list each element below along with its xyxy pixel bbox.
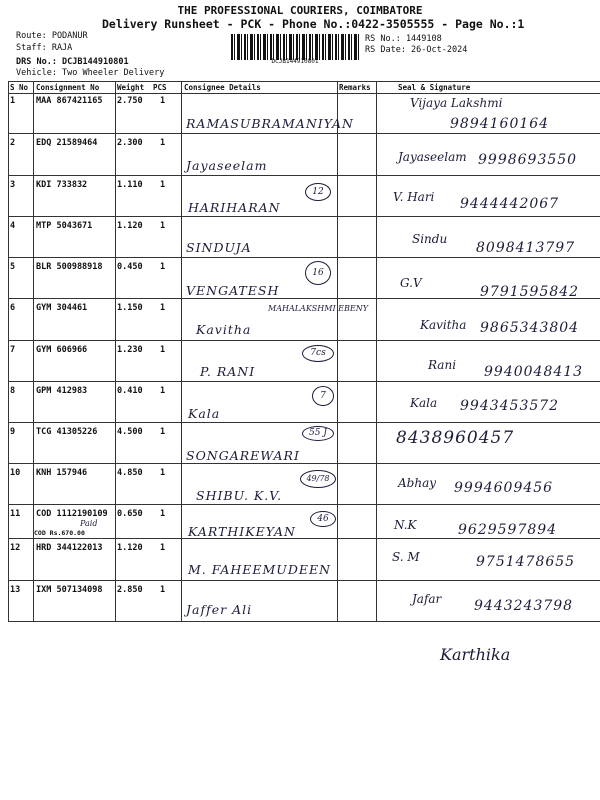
receiver-signature: Sindu <box>412 232 448 246</box>
company-name: THE PROFESSIONAL COURIERS, COIMBATORE <box>177 4 423 17</box>
consignee-name: SHIBU. K.V. <box>196 488 283 503</box>
barcode-text: DCJB144910801 <box>271 58 319 65</box>
row-weight: 4.500 <box>117 427 143 437</box>
row-pcs: 1 <box>160 303 166 313</box>
receiver-signature: Abhay <box>398 476 437 490</box>
row-consignment: GYM 606966 <box>36 345 88 355</box>
receiver-phone: 9940048413 <box>484 364 584 380</box>
row-consignment: EDQ 21589464 <box>36 138 98 148</box>
row-pcs: 1 <box>160 96 166 106</box>
row-divider <box>8 340 600 341</box>
row-sno: 10 <box>10 468 21 478</box>
receiver-phone: 9943453572 <box>460 398 560 414</box>
row-weight: 1.230 <box>117 345 143 355</box>
row-consignment: HRD 344122013 <box>36 543 103 553</box>
row-sno: 2 <box>10 138 16 148</box>
consignee-note: 46 <box>310 511 336 527</box>
consignee-name: Jaffer Ali <box>186 602 253 617</box>
row-sno: 13 <box>10 585 21 595</box>
row-divider <box>8 257 600 258</box>
cod-amount: COD Rs.670.00 <box>34 529 85 537</box>
col-header-consignee: Consignee Details <box>184 83 261 92</box>
row-divider <box>8 538 600 539</box>
row-pcs: 1 <box>160 138 166 148</box>
row-weight: 1.120 <box>117 543 143 553</box>
route-label: Route: PODANUR <box>16 31 88 41</box>
row-sno: 9 <box>10 427 16 437</box>
consignee-name: Jayaseelam <box>186 158 268 173</box>
col-header-remarks: Remarks <box>339 83 371 92</box>
column-divider <box>337 81 338 621</box>
row-pcs: 1 <box>160 180 166 190</box>
col-header-weight: Weight <box>117 83 145 92</box>
col-header-sno: S No <box>10 83 29 92</box>
receiver-phone: 9629597894 <box>458 522 558 538</box>
row-divider <box>8 216 600 217</box>
consignee-note: 7 <box>312 386 334 406</box>
row-pcs: 1 <box>160 262 166 272</box>
row-sno: 1 <box>10 96 16 106</box>
receiver-phone: 9791595842 <box>480 284 580 300</box>
row-sno: 6 <box>10 303 16 313</box>
row-consignment: MTP 5043671 <box>36 221 93 231</box>
row-sno: 12 <box>10 543 21 553</box>
row-divider <box>8 463 600 464</box>
receiver-phone: 9751478655 <box>476 554 576 570</box>
row-weight: 2.750 <box>117 96 143 106</box>
receiver-signature: S. M <box>392 550 420 564</box>
col-header-consignment: Consignment No <box>36 83 100 92</box>
receiver-signature: Kavitha <box>420 318 467 332</box>
rs-date: RS Date: 26-Oct-2024 <box>365 45 468 55</box>
rs-number: RS No.: 1449108 <box>365 34 442 44</box>
receiver-phone: 9443243798 <box>474 598 574 614</box>
column-divider <box>33 81 34 621</box>
receiver-phone: 9444442067 <box>460 196 560 212</box>
receiver-signature: Vijaya Lakshmi <box>410 96 503 110</box>
consignee-note: 16 <box>305 261 331 285</box>
row-pcs: 1 <box>160 221 166 231</box>
receiver-signature: G.V <box>400 276 422 290</box>
paid-note: Paid <box>80 519 98 528</box>
consignee-name: M. FAHEEMUDEEN <box>188 562 332 577</box>
row-weight: 0.450 <box>117 262 143 272</box>
runsheet-title: Delivery Runsheet - PCK - Phone No.:0422-3505555 - Page No.:1 <box>102 17 525 31</box>
row-weight: 0.650 <box>117 509 143 519</box>
row-weight: 1.110 <box>117 180 143 190</box>
row-sno: 5 <box>10 262 16 272</box>
receiver-signature: Kala <box>410 396 438 410</box>
row-weight: 0.410 <box>117 386 143 396</box>
receiver-phone: 9998693550 <box>478 152 578 168</box>
row-divider <box>8 175 600 176</box>
consignee-note: 49/78 <box>300 470 336 488</box>
row-consignment: TCG 41305226 <box>36 427 98 437</box>
receiver-signature: Rani <box>428 358 457 372</box>
consignee-note: 12 <box>305 183 331 201</box>
column-divider <box>115 81 116 621</box>
row-weight: 2.850 <box>117 585 143 595</box>
consignee-name: RAMASUBRAMANIYAN <box>186 116 354 131</box>
row-pcs: 1 <box>160 468 166 478</box>
row-sno: 3 <box>10 180 16 190</box>
receiver-phone: 9994609456 <box>454 480 554 496</box>
receiver-signature: N.K <box>394 518 417 532</box>
row-sno: 8 <box>10 386 16 396</box>
consignee-name: SONGAREWARI <box>186 448 300 463</box>
table-bottom-border <box>8 621 600 622</box>
table-header-border <box>8 93 600 94</box>
receiver-phone: 9865343804 <box>480 320 580 336</box>
row-sno: 11 <box>10 509 21 519</box>
row-divider <box>8 580 600 581</box>
staff-signature: Karthika <box>440 645 511 664</box>
row-weight: 1.120 <box>117 221 143 231</box>
row-divider <box>8 381 600 382</box>
column-divider <box>376 81 377 621</box>
consignee-name: Kala <box>188 406 221 421</box>
row-pcs: 1 <box>160 509 166 519</box>
consignee-name: Kavitha <box>196 322 252 337</box>
row-consignment: COD 1112190109 <box>36 509 108 519</box>
receiver-signature: Jafar <box>412 592 442 606</box>
row-pcs: 1 <box>160 543 166 553</box>
barcode <box>231 34 359 60</box>
row-divider <box>8 422 600 423</box>
consignee-name: VENGATESH <box>186 283 280 298</box>
row-consignment: BLR 500988918 <box>36 262 103 272</box>
receiver-signature: V. Hari <box>393 190 435 204</box>
row-consignment: IXM 507134098 <box>36 585 103 595</box>
consignee-note: 7cs <box>302 345 334 362</box>
row-consignment: GYM 304461 <box>36 303 88 313</box>
row-divider <box>8 133 600 134</box>
drs-number: DRS No.: DCJB144910801 <box>16 57 129 67</box>
row-weight: 2.300 <box>117 138 143 148</box>
row-pcs: 1 <box>160 386 166 396</box>
col-header-pcs: PCS <box>153 83 167 92</box>
row-consignment: KDI 733832 <box>36 180 88 190</box>
consignee-name: HARIHARAN <box>188 200 281 215</box>
row-consignment: KNH 157946 <box>36 468 88 478</box>
table-top-border <box>8 81 600 82</box>
consignee-name: KARTHIKEYAN <box>188 524 296 539</box>
receiver-signature: Jayaseelam <box>398 150 467 164</box>
staff-label: Staff: RAJA <box>16 43 73 53</box>
consignee-name: SINDUJA <box>186 240 252 255</box>
column-divider <box>8 81 9 621</box>
row-sno: 7 <box>10 345 16 355</box>
row-divider <box>8 504 600 505</box>
row-pcs: 1 <box>160 585 166 595</box>
row-consignment: GPM 412983 <box>36 386 88 396</box>
row-consignment: MAA 867421165 <box>36 96 103 106</box>
consignee-address-note: MAHALAKSHMI EBENY <box>268 304 368 313</box>
column-divider <box>181 81 182 621</box>
receiver-phone: 9894160164 <box>450 116 550 132</box>
row-weight: 1.150 <box>117 303 143 313</box>
receiver-phone: 8098413797 <box>476 240 576 256</box>
row-weight: 4.850 <box>117 468 143 478</box>
consignee-note: 55 J <box>302 426 334 441</box>
row-pcs: 1 <box>160 345 166 355</box>
col-header-signature: Seal & Signature <box>398 83 471 92</box>
receiver-phone: 8438960457 <box>396 428 515 448</box>
consignee-name: P. RANI <box>200 364 256 379</box>
row-sno: 4 <box>10 221 16 231</box>
row-pcs: 1 <box>160 427 166 437</box>
vehicle-label: Vehicle: Two Wheeler Delivery <box>16 68 165 78</box>
